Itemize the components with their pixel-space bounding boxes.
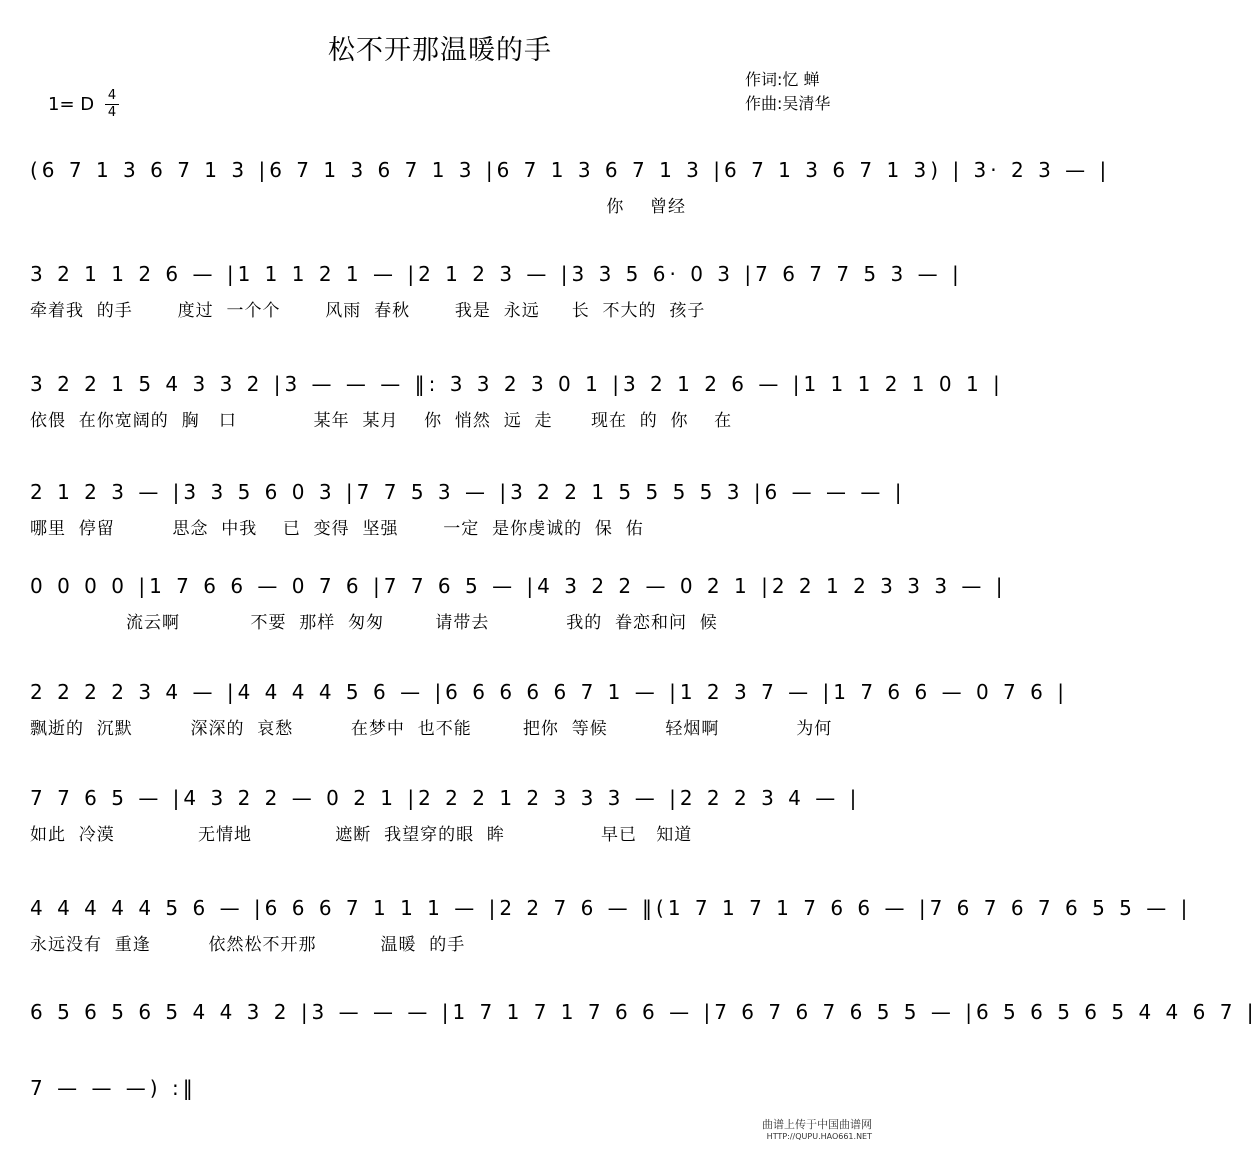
watermark-line-1: 曲谱上传于中国曲谱网 <box>762 1118 872 1131</box>
notes-line: 6 5 6 5 6 5 4 4 3 2 |3 — — — |1 7 1 7 1 7 6 6 — |7 6 7 6 7 6 5 5 — |6 5 6 5 6 5 4 4 6 7 | <box>30 1000 1258 1024</box>
staff-system-8 <box>30 896 1192 976</box>
staff-system-3 <box>30 372 1004 452</box>
notes-line: 3 2 1 1 2 6 — |1 1 1 2 1 — |2 1 2 3 — |3 3 5 6· 0 3 |7 6 7 7 5 3 — | <box>30 262 963 286</box>
staff-system-6 <box>30 680 1068 760</box>
lyricist-credit: 作词:忆 蝉 <box>745 70 820 89</box>
notes-line: 7 — — —) :‖ <box>30 1076 197 1100</box>
staff-system-4 <box>30 480 906 560</box>
time-signature <box>105 89 119 120</box>
composer-credit: 作曲:吴清华 <box>745 94 831 113</box>
watermark-line-2: HTTP://QUPU.HAO661.NET <box>766 1132 872 1141</box>
notes-line: 3 2 2 1 5 4 3 3 2 |3 — — — ‖: 3 3 2 3 0 1 |3 2 1 2 6 — |1 1 1 2 1 0 1 | <box>30 372 1004 396</box>
watermark <box>762 1116 872 1141</box>
staff-system-5 <box>30 574 1007 654</box>
lyrics-line: 如此 冷漠 无情地 遮断 我望穿的眼 眸 早已 知道 <box>30 825 693 845</box>
lyrics-line: 流云啊 不要 那样 匆匆 请带去 我的 眷恋和问 候 <box>30 613 718 633</box>
credits <box>745 68 830 116</box>
staff-system-2 <box>30 262 963 342</box>
lyrics-line: 你 曾经 <box>30 197 686 217</box>
page-title: 松不开那温暖的手 <box>328 35 552 66</box>
lyrics-line: 哪里 停留 思念 中我 已 变得 坚强 一定 是你虔诚的 保 佑 <box>30 519 644 539</box>
lyrics-line: 牵着我 的手 度过 一个个 风雨 春秋 我是 永远 长 不大的 孩子 <box>30 301 706 321</box>
notes-line: 7 7 6 5 — |4 3 2 2 — 0 2 1 |2 2 2 1 2 3 3 3 — |2 2 2 3 4 — | <box>30 786 861 810</box>
notes-line: 0 0 0 0 |1 7 6 6 — 0 7 6 |7 7 6 5 — |4 3 2 2 — 0 2 1 |2 2 1 2 3 3 3 — | <box>30 574 1007 598</box>
staff-system-10 <box>30 1076 860 1156</box>
lyrics-line: 飘逝的 沉默 深深的 哀愁 在梦中 也不能 把你 等候 轻烟啊 为何 <box>30 719 833 739</box>
time-signature-top: 4 <box>107 88 117 103</box>
notes-line: 2 1 2 3 — |3 3 5 6 0 3 |7 7 5 3 — |3 2 2 1 5 5 5 5 3 |6 — — — | <box>30 480 906 504</box>
staff-system-7 <box>30 786 860 866</box>
staff-system-1 <box>30 158 1111 238</box>
lyrics-line: 依偎 在你宽阔的 胸 口 某年 某月 你 悄然 远 走 现在 的 你 在 <box>30 411 733 431</box>
notes-line: 2 2 2 2 3 4 — |4 4 4 4 5 6 — |6 6 6 6 6 7 1 — |1 2 3 7 — |1 7 6 6 — 0 7 6 | <box>30 680 1068 704</box>
key-signature: 1= D <box>48 94 95 115</box>
notes-line: (6 7 1 3 6 7 1 3 |6 7 1 3 6 7 1 3 |6 7 1 3 6 7 1 3 |6 7 1 3 6 7 1 3) | 3· 2 3 — | <box>30 158 1111 182</box>
notes-line: 4 4 4 4 4 5 6 — |6 6 6 7 1 1 1 — |2 2 7 6 — ‖(1 7 1 7 1 7 6 6 — |7 6 7 6 7 6 5 5 — | <box>30 896 1192 920</box>
lyrics-line: 永远没有 重逢 依然松不开那 温暖 的手 <box>30 935 466 955</box>
time-signature-bottom: 4 <box>107 105 117 120</box>
staff-system-9 <box>30 1000 1258 1080</box>
